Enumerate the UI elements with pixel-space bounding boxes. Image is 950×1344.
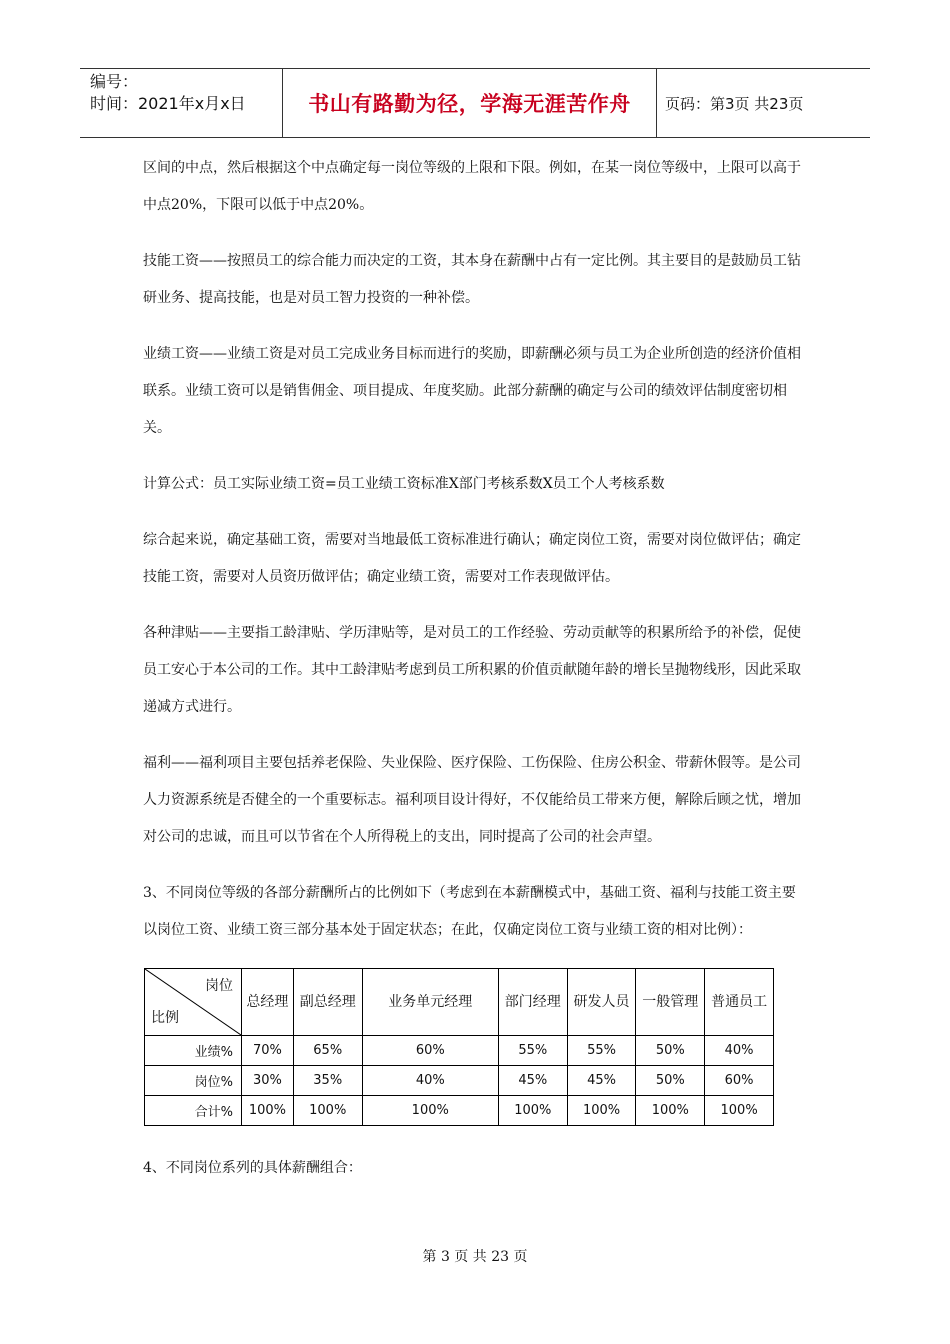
corner-row-label: 比例: [151, 1010, 179, 1026]
column-header: 研发人员: [567, 969, 636, 1036]
header-motto-cell: [282, 69, 657, 137]
table-cell: 100%: [636, 1096, 705, 1126]
header-page-number: 页码：第3页 共23页: [665, 94, 804, 113]
page-header: [80, 68, 870, 138]
page-footer: 第 3 页 共 23 页: [422, 1249, 528, 1265]
table-cell: 55%: [567, 1036, 636, 1066]
paragraph: 业绩工资——业绩工资是对员工完成业务目标而进行的奖励，即薪酬必须与员工为企业所创造的经济价值相联系。业绩工资可以是销售佣金、项目提成、年度奖励。此部分薪酬的确定与公司的绩效评估制度密切相关。: [143, 346, 801, 436]
table-cell: 70%: [242, 1036, 294, 1066]
table-cell: 50%: [636, 1036, 705, 1066]
header-left-cell: [80, 69, 282, 137]
table-cell: 40%: [705, 1036, 774, 1066]
paragraph: 综合起来说，确定基础工资，需要对当地最低工资标准进行确认；确定岗位工资，需要对岗位做评估；确定技能工资，需要对人员资历做评估；确定业绩工资，需要对工作表现做评估。: [143, 532, 801, 585]
table-row: [145, 1066, 774, 1096]
table-cell: 55%: [498, 1036, 567, 1066]
table-cell: 100%: [362, 1096, 498, 1126]
row-label: 岗位%: [145, 1066, 242, 1096]
table-cell: 60%: [705, 1066, 774, 1096]
table-cell: 30%: [242, 1066, 294, 1096]
row-label: 业绩%: [145, 1036, 242, 1066]
paragraph: 技能工资——按照员工的综合能力而决定的工资，其本身在薪酬中占有一定比例。其主要目的是鼓励员工钻研业务、提高技能，也是对员工智力投资的一种补偿。: [143, 253, 801, 306]
table-cell: 60%: [362, 1036, 498, 1066]
paragraph: 各种津贴——主要指工龄津贴、学历津贴等，是对员工的工作经验、劳动贡献等的积累所给予的补偿，促使员工安心于本公司的工作。其中工龄津贴考虑到员工所积累的价值贡献随年龄的增长呈抛物线形，因此采取递减方式进行。: [143, 625, 801, 715]
table-cell: 35%: [293, 1066, 362, 1096]
salary-ratio-table: [144, 968, 774, 1126]
column-header: 总经理: [242, 969, 294, 1036]
document-date-label: 时间：2021年x月x日: [90, 94, 246, 113]
table-corner-cell: [145, 969, 242, 1036]
table-cell: 40%: [362, 1066, 498, 1096]
document-number-label: 编号：: [90, 72, 139, 91]
table-cell: 100%: [567, 1096, 636, 1126]
table-row: [145, 1036, 774, 1066]
table-cell: 45%: [567, 1066, 636, 1096]
table-header-row: [145, 969, 774, 1036]
paragraph: 区间的中点，然后根据这个中点确定每一岗位等级的上限和下限。例如，在某一岗位等级中，上限可以高于中点20%，下限可以低于中点20%。: [143, 160, 801, 213]
header-motto: 书山有路勤为径，学海无涯苦作舟: [308, 92, 631, 116]
column-header: 一般管理: [636, 969, 705, 1036]
column-header: 普通员工: [705, 969, 774, 1036]
table-cell: 65%: [293, 1036, 362, 1066]
document-body: [143, 150, 808, 1206]
table-cell: 45%: [498, 1066, 567, 1096]
table-cell: 100%: [242, 1096, 294, 1126]
paragraph: 3、不同岗位等级的各部分薪酬所占的比例如下（考虑到在本薪酬模式中，基础工资、福利与技能工资主要以岗位工资、业绩工资三部分基本处于固定状态；在此，仅确定岗位工资与业绩工资的相对比例）：: [143, 885, 796, 938]
table-cell: 100%: [705, 1096, 774, 1126]
table-cell: 50%: [636, 1066, 705, 1096]
paragraph: 福利——福利项目主要包括养老保险、失业保险、医疗保险、工伤保险、住房公积金、带薪休假等。是公司人力资源系统是否健全的一个重要标志。福利项目设计得好，不仅能给员工带来方便，解除后顾之忧，增加对公司的忠诚，而且可以节省在个人所得税上的支出，同时提高了公司的社会声望。: [143, 755, 801, 845]
table-cell: 100%: [293, 1096, 362, 1126]
table-cell: 100%: [498, 1096, 567, 1126]
column-header: 业务单元经理: [362, 969, 498, 1036]
formula-paragraph: 计算公式：员工实际业绩工资=员工业绩工资标准X部门考核系数X员工个人考核系数: [143, 476, 665, 492]
row-label: 合计%: [145, 1096, 242, 1126]
corner-column-label: 岗位: [205, 978, 233, 994]
header-right-cell: [657, 69, 870, 137]
column-header: 部门经理: [498, 969, 567, 1036]
closing-paragraph: 4、不同岗位系列的具体薪酬组合：: [143, 1160, 362, 1176]
column-header: 副总经理: [293, 969, 362, 1036]
table-row: [145, 1096, 774, 1126]
